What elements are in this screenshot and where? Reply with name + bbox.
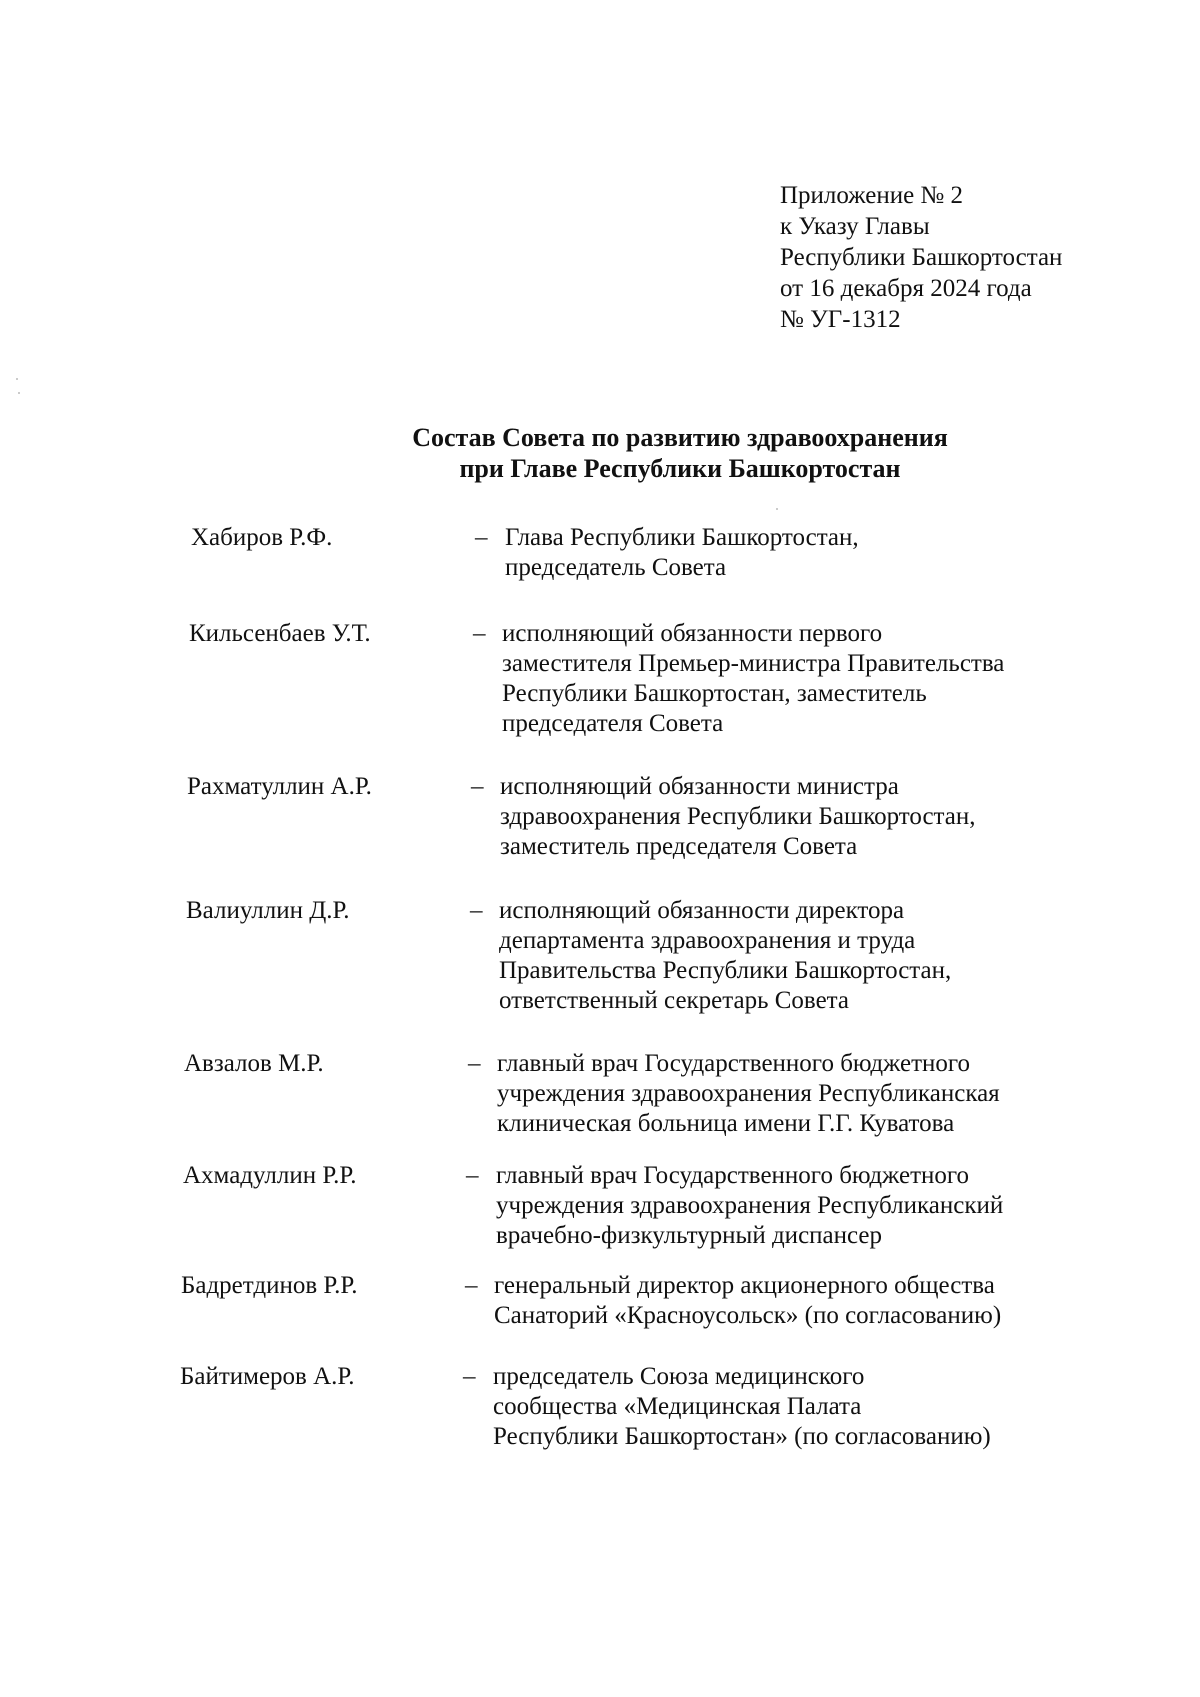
member-name: Валиуллин Д.Р.: [186, 897, 350, 924]
member-name: Кильсенбаев У.Т.: [189, 620, 371, 647]
appendix-line-3: Республики Башкортостан: [780, 244, 1063, 271]
member-dash: –: [475, 524, 488, 551]
member-role: исполняющий обязанности министра здравоохранения Республики Башкортостан, заместитель председателя Совета: [500, 773, 976, 860]
member-dash: –: [470, 897, 483, 924]
appendix-line-2: к Указу Главы: [780, 213, 930, 240]
member-name: Ахмадуллин Р.Р.: [183, 1162, 357, 1189]
member-role: исполняющий обязанности директора департамента здравоохранения и труда Правительства Республики Башкортостан, ответственный секретарь Совета: [499, 897, 952, 1014]
scan-speck: [16, 378, 18, 380]
appendix-line-5: № УГ-1312: [780, 306, 901, 333]
member-dash: –: [468, 1050, 481, 1077]
member-name: Байтимеров А.Р.: [180, 1363, 355, 1390]
title-line-1: Состав Совета по развитию здравоохранения: [412, 423, 948, 452]
member-role: Глава Республики Башкортостан, председатель Совета: [505, 524, 859, 581]
scan-speck: [776, 508, 778, 510]
appendix-line-4: от 16 декабря 2024 года: [780, 275, 1032, 302]
member-role: главный врач Государственного бюджетного учреждения здравоохранения Республиканский врачебно-физкультурный диспансер: [496, 1162, 1004, 1249]
scan-speck: [18, 392, 20, 394]
member-dash: –: [463, 1363, 476, 1390]
member-dash: –: [473, 620, 486, 647]
member-role: генеральный директор акционерного общества Санаторий «Красноусольск» (по согласованию): [494, 1272, 1002, 1329]
member-role: исполняющий обязанности первого заместителя Премьер-министра Правительства Республики Башкортостан, заместитель председателя Совета: [502, 620, 1005, 737]
member-dash: –: [466, 1162, 479, 1189]
member-dash: –: [471, 773, 484, 800]
member-name: Хабиров Р.Ф.: [191, 524, 333, 551]
member-dash: –: [465, 1272, 478, 1299]
appendix-line-1: Приложение № 2: [780, 182, 964, 209]
title-line-2: при Главе Республики Башкортостан: [459, 454, 901, 483]
member-name: Рахматуллин А.Р.: [187, 773, 372, 800]
member-role: председатель Союза медицинского сообщества «Медицинская Палата Республики Башкортостан» (по согласованию): [493, 1363, 991, 1450]
document-title: [300, 422, 1060, 484]
member-name: Авзалов М.Р.: [184, 1050, 324, 1077]
member-name: Бадретдинов Р.Р.: [181, 1272, 358, 1299]
member-role: главный врач Государственного бюджетного учреждения здравоохранения Республиканская клиническая больница имени Г.Г. Куватова: [497, 1050, 1000, 1137]
appendix-header: [780, 180, 1062, 335]
